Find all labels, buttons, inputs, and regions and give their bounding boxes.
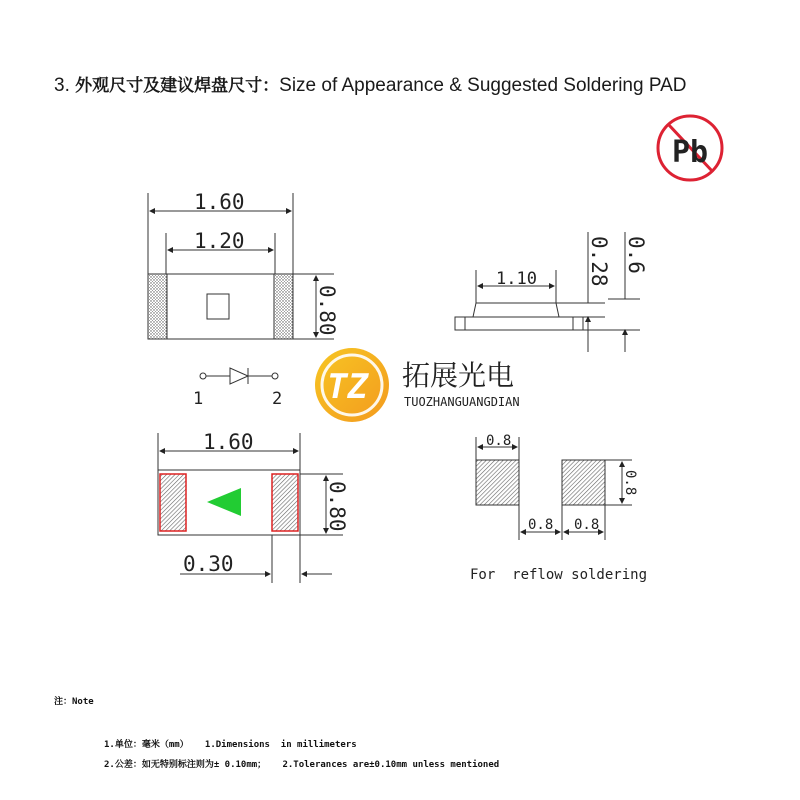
pad-width-2-label: 0.8: [574, 517, 600, 533]
pb-text: Pb: [672, 135, 709, 170]
section-title-chinese: 外观尺寸及建议焊盘尺寸：: [75, 76, 280, 96]
note-line-1: 1.单位：毫米（mm） 1.Dimensions in millimeters: [104, 740, 357, 750]
top-view-drawing: [148, 193, 334, 339]
side-length-label: 1.10: [496, 269, 537, 289]
logo-mark: TZ: [327, 367, 368, 407]
top-height-label: 0.80: [315, 285, 339, 336]
pin2-label: 2: [272, 389, 283, 409]
pad-height-label: 0.8: [622, 470, 638, 496]
company-logo-icon: [315, 348, 389, 422]
logo-english-name: TUOZHANGUANGDIAN: [404, 395, 520, 409]
section-number: 3.: [54, 75, 70, 96]
pin1-label: 1: [193, 389, 204, 409]
top-inner-width-label: 1.20: [194, 229, 245, 253]
bottom-height-label: 0.80: [325, 481, 349, 532]
top-overall-width-label: 1.60: [194, 190, 245, 214]
pad-layout-drawing: [476, 437, 632, 540]
pad-width-label: 0.8: [486, 433, 512, 449]
bottom-pad-width-label: 0.30: [183, 552, 234, 576]
note-line-2: 2.公差：如无特别标注则为± 0.10mm； 2.Tolerances are±0.10mm unless mentioned: [104, 760, 500, 770]
logo-chinese-name: 拓展光电: [402, 359, 515, 392]
section-title-english: Size of Appearance & Suggested Soldering PAD: [279, 75, 687, 96]
reflow-caption: For reflow soldering: [470, 567, 648, 583]
pb-free-icon: [658, 116, 722, 180]
side-view-drawing: [455, 232, 640, 352]
side-thickness-total-label: 0.6: [624, 236, 648, 274]
diode-symbol-icon: [200, 368, 278, 384]
pad-gap-label: 0.8: [528, 517, 554, 533]
bottom-overall-width-label: 1.60: [203, 430, 254, 454]
notes-title: 注：Note: [54, 697, 94, 707]
side-thickness-small-label: 0.28: [587, 236, 611, 287]
polarity-triangle-icon: [207, 488, 241, 516]
